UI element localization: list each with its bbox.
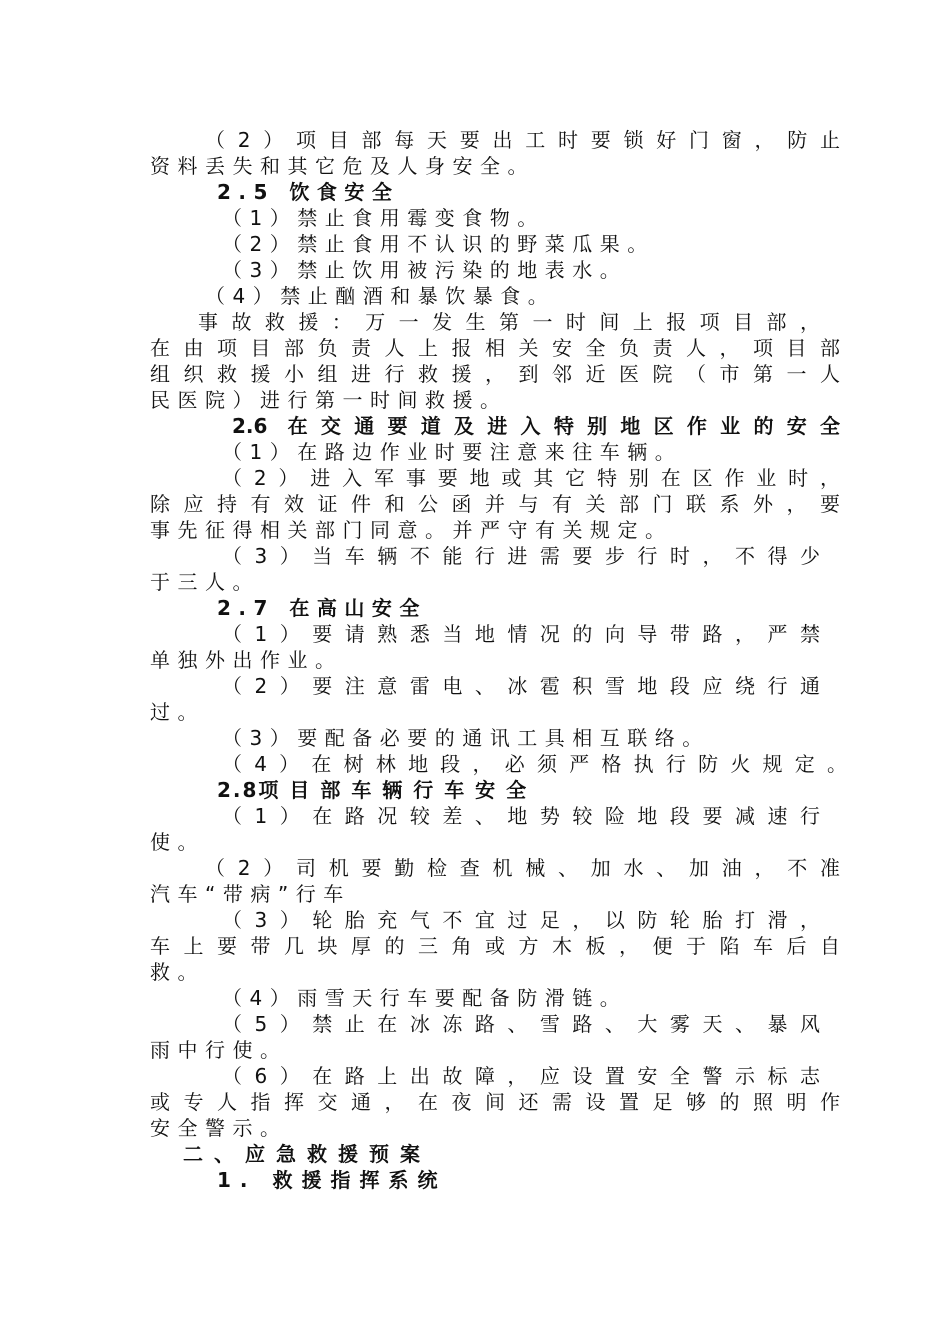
- text-line: 救。: [150, 960, 205, 984]
- text-line: 雨中行使。: [150, 1038, 288, 1062]
- text-line: （6）在路上出故障，应设置安全警示标志: [222, 1064, 820, 1088]
- text-line: 在由项目部负责人上报相关安全负责人，项目部: [150, 336, 840, 360]
- text-line: （5）禁止在冰冻路、雪路、大雾天、暴风: [222, 1012, 820, 1036]
- text-line: 安全警示。: [150, 1116, 288, 1140]
- text-line: 除应持有效证件和公函并与有关部门联系外，要: [150, 492, 840, 516]
- text-line: 单独外出作业。: [150, 648, 343, 672]
- text-line: 过。: [150, 700, 205, 724]
- text-line: （3）轮胎充气不宜过足，以防轮胎打滑，: [222, 908, 820, 932]
- text-line: （3）当车辆不能行进需要步行时，不得少: [222, 544, 820, 568]
- text-line: （3）要配备必要的通讯工具相互联络。: [222, 726, 710, 750]
- section-heading: 1. 救援指挥系统: [217, 1168, 447, 1192]
- text-line: （2）禁止食用不认识的野菜瓜果。: [222, 232, 655, 256]
- text-line: （4）在树林地段，必须严格执行防火规定。: [222, 752, 847, 776]
- text-line: 使。: [150, 830, 205, 854]
- text-line: 于三人。: [150, 570, 260, 594]
- text-line: （3）禁止饮用被污染的地表水。: [222, 258, 628, 282]
- text-line: 民医院）进行第一时间救援。: [150, 388, 508, 412]
- text-line: 车上要带几块厚的三角或方木板，便于陷车后自: [150, 934, 840, 958]
- text-line: （2）司机要勤检查机械、加水、加油，不准: [205, 856, 840, 880]
- text-line: （2）进入军事要地或其它特别在区作业时，: [222, 466, 840, 490]
- text-line: （1）在路况较差、地势较险地段要减速行: [222, 804, 820, 828]
- section-heading: 2.7 在高山安全: [217, 596, 427, 620]
- text-line: （1）禁止食用霉变食物。: [222, 206, 545, 230]
- text-line: 资料丢失和其它危及人身安全。: [150, 154, 535, 178]
- text-line: 组织救援小组进行救援，到邻近医院（市第一人: [150, 362, 840, 386]
- section-heading: 2.8项 目 部 车 辆 行 车 安 全: [217, 778, 529, 802]
- text-line: 或专人指挥交通，在夜间还需设置足够的照明作: [150, 1090, 840, 1114]
- text-line: （2）要注意雷电、冰雹积雪地段应绕行通: [222, 674, 820, 698]
- text-line: （1）在路边作业时要注意来往车辆。: [222, 440, 683, 464]
- text-line: （4）雨雪天行车要配备防滑链。: [222, 986, 628, 1010]
- text-line: 汽车“带病”行车: [150, 882, 351, 906]
- text-line: （4）禁止酗酒和暴饮暴食。: [205, 284, 556, 308]
- text-line: 事先征得相关部门同意。并严守有关规定。: [150, 518, 673, 542]
- text-line: （1）要请熟悉当地情况的向导带路，严禁: [222, 622, 820, 646]
- section-heading: 2.6 在交通要道及进入特别地区作业的安全: [232, 414, 840, 438]
- text-line: （2）项目部每天要出工时要锁好门窗，防止: [205, 128, 840, 152]
- text-line: 事故救援：万一发生第一时间上报项目部，: [198, 310, 820, 334]
- section-heading: 二、应急救援预案: [183, 1142, 431, 1166]
- section-heading: 2.5 饮食安全: [217, 180, 400, 204]
